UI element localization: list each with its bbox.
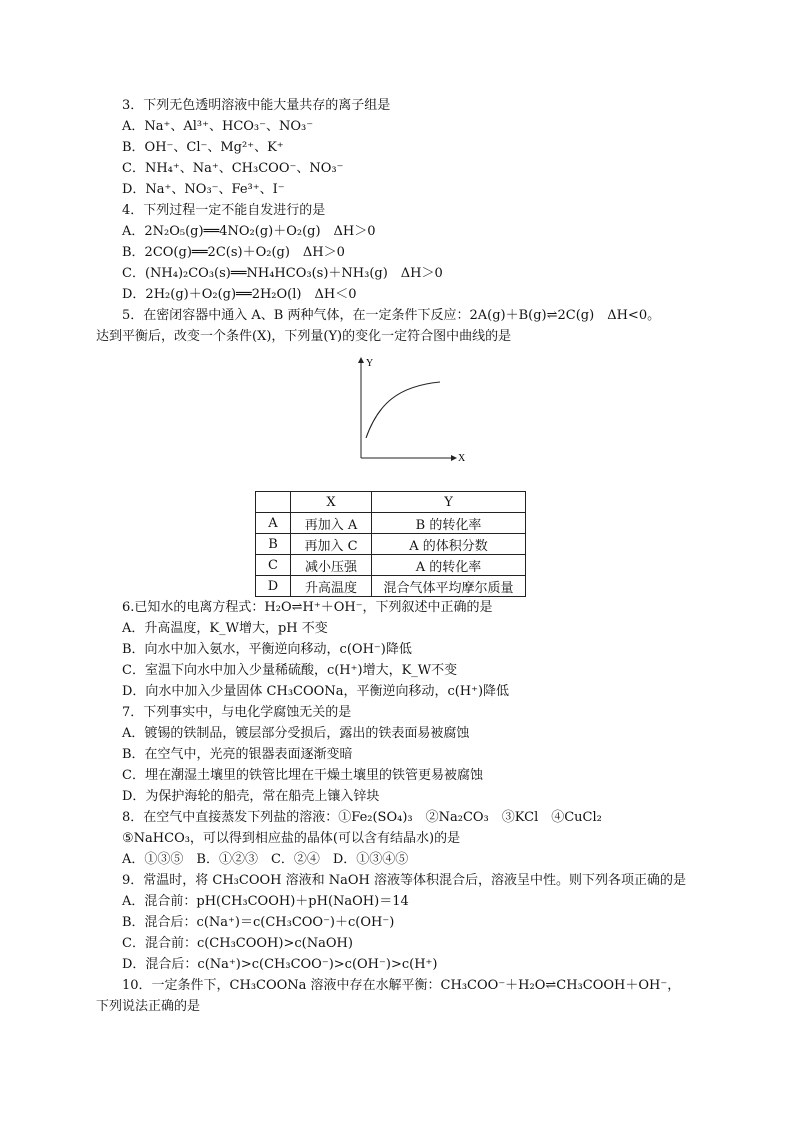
- table-cell: 混合气体平均摩尔质量: [372, 576, 526, 597]
- q4-option-b: B．2CO(g)══2C(s)＋O₂(g) ΔH＞0: [122, 245, 345, 260]
- q3-option-a: A．Na⁺、Al³⁺、HCO₃⁻、NO₃⁻: [122, 119, 314, 134]
- table-header-row: [256, 492, 526, 513]
- q5-stem-line2: 达到平衡后，改变一个条件(X)，下列量(Y)的变化一定符合图中曲线的是: [96, 329, 512, 344]
- table-cell: 升高温度: [291, 576, 372, 597]
- table-cell: 减小压强: [291, 555, 372, 576]
- q10-stem-line2: 下列说法正确的是: [96, 999, 201, 1014]
- y-axis-label: Y: [366, 358, 374, 369]
- q8-stem-line1: 8．在空气中直接蒸发下列盐的溶液：①Fe₂(SO₄)₃ ②Na₂CO₃ ③KCl ④CuCl₂: [122, 810, 602, 825]
- q9-option-d: D．混合后：c(Na⁺)>c(CH₃COO⁻)>c(OH⁻)>c(H⁺): [122, 957, 438, 972]
- table-cell: B 的转化率: [372, 513, 526, 534]
- table-cell: Y: [372, 492, 526, 513]
- q3-option-d: D．Na⁺、NO₃⁻、Fe³⁺、I⁻: [122, 182, 285, 197]
- table-row: [256, 555, 526, 576]
- table-row: [256, 513, 526, 534]
- q10-stem-line1: 10．一定条件下，CH₃COONa 溶液中存在水解平衡：CH₃COO⁻＋H₂O⇌CH₃COOH＋OH⁻，: [122, 978, 681, 993]
- q9-option-b: B．混合后：c(Na⁺)＝c(CH₃COO⁻)＋c(OH⁻): [122, 915, 395, 930]
- q3-option-b: B．OH⁻、Cl⁻、Mg²⁺、K⁺: [122, 140, 284, 155]
- q8-stem-line2: ⑤NaHCO₃，可以得到相应盐的晶体(可以含有结晶水)的是: [122, 831, 461, 846]
- table-cell: A 的转化率: [372, 555, 526, 576]
- table-cell: A 的体积分数: [372, 534, 526, 555]
- table-cell: B: [256, 534, 291, 555]
- q4-option-a: A．2N₂O₅(g)══4NO₂(g)＋O₂(g) ΔH＞0: [122, 224, 376, 239]
- table-cell: A: [256, 513, 291, 534]
- curve: [366, 382, 440, 438]
- q5-curve-graph: [350, 354, 470, 464]
- q7-stem: 7．下列事实中，与电化学腐蚀无关的是: [122, 705, 352, 720]
- table-cell: X: [291, 492, 372, 513]
- q4-stem: 4．下列过程一定不能自发进行的是: [122, 203, 326, 218]
- q8-options: A．①③⑤ B．①②③ C．②④ D．①③④⑤: [122, 852, 409, 867]
- q6-option-a: A．升高温度，K_W增大，pH 不变: [122, 621, 328, 636]
- table-row: [256, 576, 526, 597]
- q6-option-c: C．室温下向水中加入少量稀硫酸，c(H⁺)增大，K_W不变: [122, 663, 458, 678]
- table-cell: C: [256, 555, 291, 576]
- q3-stem: 3．下列无色透明溶液中能大量共存的离子组是: [122, 98, 391, 113]
- q7-option-c: C．埋在潮湿土壤里的铁管比埋在干燥土壤里的铁管更易被腐蚀: [122, 768, 483, 783]
- q5-stem-line1: 5．在密闭容器中通入 A、B 两种气体，在一定条件下反应：2A(g)＋B(g)⇌2C(g) ΔH<0。: [122, 308, 661, 323]
- q5-options-table: [255, 491, 526, 597]
- q7-option-d: D．为保护海轮的船壳，常在船壳上镶入锌块: [122, 789, 380, 804]
- x-axis-label: X: [458, 453, 466, 464]
- q4-option-d: D．2H₂(g)＋O₂(g)══2H₂O(l) ΔH＜0: [122, 287, 357, 302]
- table-cell: [256, 492, 291, 513]
- q7-option-a: A．镀锡的铁制品，镀层部分受损后，露出的铁表面易被腐蚀: [122, 726, 470, 741]
- table-cell: 再加入 A: [291, 513, 372, 534]
- q4-option-c: C．(NH₄)₂CO₃(s)══NH₄HCO₃(s)＋NH₃(g) ΔH＞0: [122, 266, 443, 281]
- q7-option-b: B．在空气中，光亮的银器表面逐渐变暗: [122, 747, 353, 762]
- q9-option-c: C．混合前：c(CH₃COOH)>c(NaOH): [122, 936, 353, 951]
- q9-stem: 9．常温时，将 CH₃COOH 溶液和 NaOH 溶液等体积混合后，溶液呈中性。则下列各项正确的是: [122, 873, 687, 888]
- q3-option-c: C．NH₄⁺、Na⁺、CH₃COO⁻、NO₃⁻: [122, 161, 344, 176]
- q9-option-a: A．混合前：pH(CH₃COOH)＋pH(NaOH)＝14: [122, 894, 409, 909]
- table-row: [256, 534, 526, 555]
- q6-stem: 6.已知水的电离方程式：H₂O⇌H⁺＋OH⁻，下列叙述中正确的是: [122, 600, 493, 615]
- table-cell: 再加入 C: [291, 534, 372, 555]
- table-cell: D: [256, 576, 291, 597]
- q6-option-d: D．向水中加入少量固体 CH₃COONa，平衡逆向移动，c(H⁺)降低: [122, 684, 510, 699]
- q6-option-b: B．向水中加入氨水，平衡逆向移动，c(OH⁻)降低: [122, 642, 412, 657]
